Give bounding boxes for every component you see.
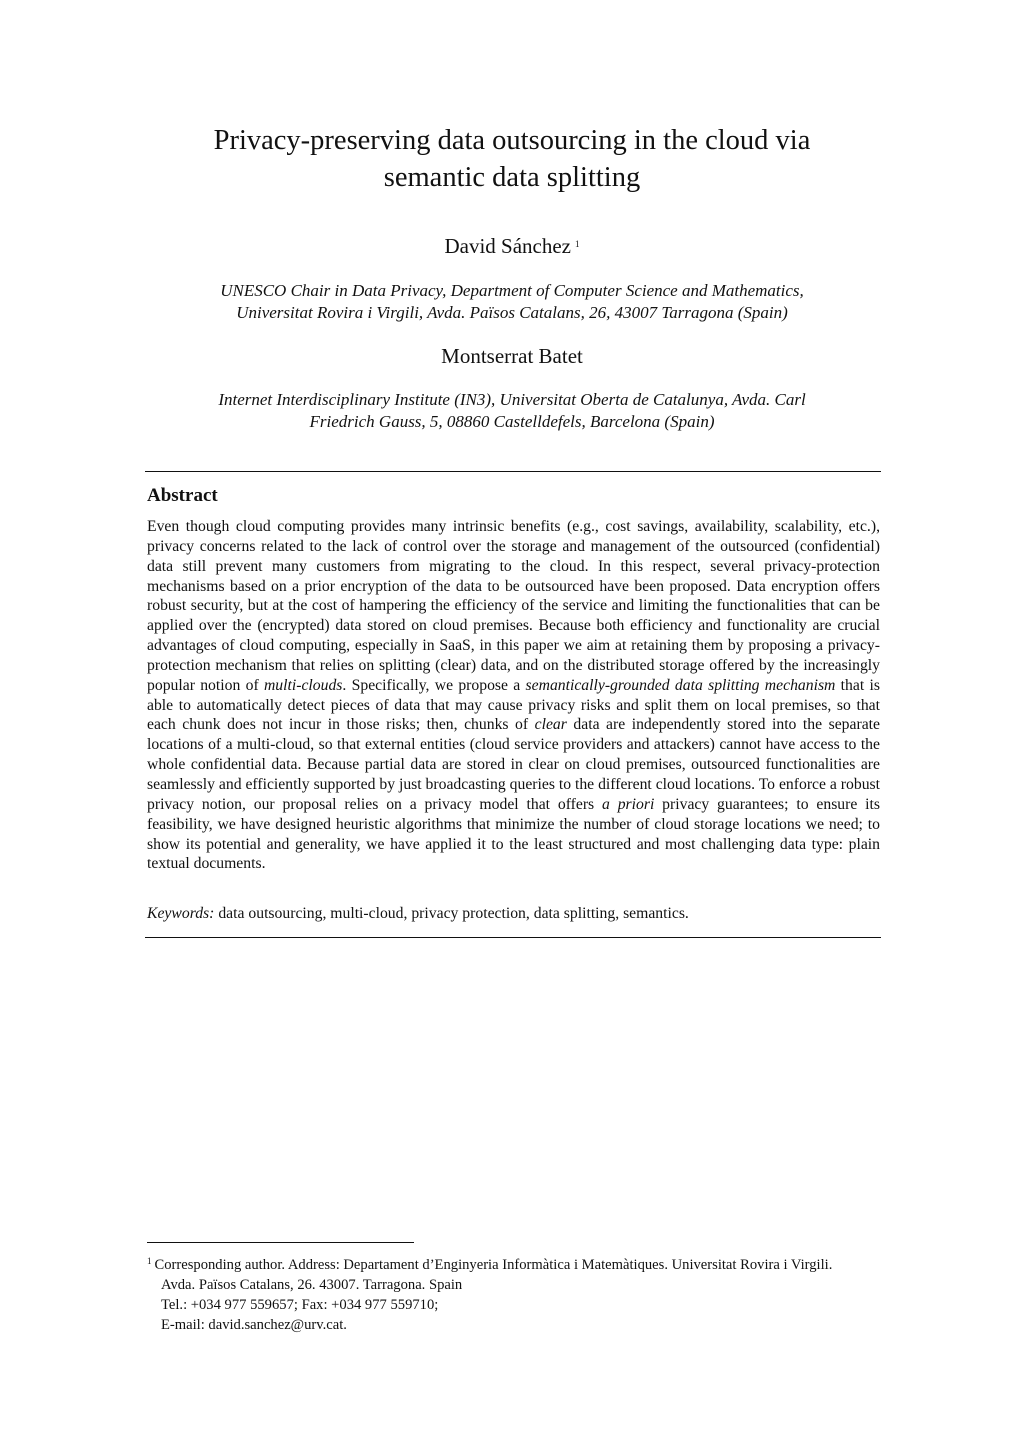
abstract-segment: Even though cloud computing provides many intrinsic benefits (e.g., cost savings, availability, scalability, etc.), privacy concerns related to the lack of control over the storage and management of the outsourced (confidential) data still prevent many customers from migrating to the cloud. In this respect, several privacy-protection mechanisms based on a prior encryption of the data to be outsourced have been proposed. Data encryption offers robust security, but at the cost of hampering the efficiency of the service and limiting the functionalities that can be applied over the (encrypted) data stored on cloud premises. Because both efficiency and functionality are crucial advantages of cloud computing, especially in SaaS, in this paper we aim at retaining them by proposing a privacy-protection mechanism that relies on splitting (clear) data, and on the distributed storage offered by the increasingly popular notion of	[147, 518, 880, 694]
paper-title	[0, 122, 1024, 196]
affiliation-line: UNESCO Chair in Data Privacy, Department of Computer Science and Mathematics,	[220, 281, 804, 300]
abstract-emphasis: clear	[534, 716, 567, 734]
footnote	[147, 1251, 887, 1335]
affiliation-line: Friedrich Gauss, 5, 08860 Castelldefels, Barcelona (Spain)	[309, 412, 715, 431]
abstract-segment: data are independently stored into the separate locations of a multi-cloud, so that external entities (cloud service providers and attackers) cannot have access to the whole confidential data. Because partial data are stored in clear on cloud premises, outsourced functionalities are seamlessly and efficiently supported by just broadcasting queries to the different cloud locations. To enforce a robust privacy notion, our proposal relies on a privacy model that offers	[147, 716, 880, 813]
abstract-emphasis: semantically-grounded data splitting mechanism	[525, 676, 836, 694]
footnote-mark: 1	[147, 1256, 152, 1266]
title-line: Privacy-preserving data outsourcing in the cloud via	[213, 125, 811, 156]
abstract-heading: Abstract	[147, 485, 218, 506]
author-name: Montserrat Batet	[441, 344, 583, 368]
abstract-segment: privacy guarantees; to ensure its feasibility, we have designed heuristic algorithms that minimize the number of cloud storage locations we need; to show its potential and generality, we have applied it to the least structured and most challenging data type: plain textual documents.	[147, 795, 881, 873]
abstract-emphasis: multi-clouds	[263, 676, 343, 694]
author-name	[0, 234, 1024, 259]
author-affiliation	[0, 389, 1024, 433]
footnote-line: Avda. Països Catalans, 26. 43007. Tarragona. Spain	[161, 1277, 463, 1293]
abstract-emphasis: a priori	[602, 795, 655, 813]
affiliation-line: Universitat Rovira i Virgili, Avda. Països Catalans, 26, 43007 Tarragona (Spain)	[236, 303, 788, 322]
keywords-label: Keywords:	[147, 905, 215, 922]
footnote-text: Corresponding author. Address: Departament d’Enginyeria Informàtica i Matemàtiques. Universitat Rovira i Virgili.	[154, 1257, 833, 1273]
author-affiliation	[0, 280, 1024, 324]
abstract-segment: that is able to automatically detect pieces of data that may cause privacy risks and split them on local premises, so that each chunk does not incur in those risks; then, chunks of	[147, 676, 880, 734]
footnote-line	[147, 1251, 887, 1275]
abstract-segment: . Specifically, we propose a	[342, 676, 526, 694]
keywords-list: data outsourcing, multi-cloud, privacy protection, data splitting, semantics.	[214, 905, 689, 922]
footnote-line: E-mail: david.sanchez@urv.cat.	[161, 1317, 347, 1333]
author-name-text: David Sánchez	[444, 234, 572, 258]
divider	[145, 937, 881, 938]
footnote-line: Tel.: +034 977 559657; Fax: +034 977 559710;	[161, 1297, 439, 1313]
divider	[145, 471, 881, 472]
affiliation-line: Internet Interdisciplinary Institute (IN3), Universitat Oberta de Catalunya, Avda. Carl	[218, 390, 806, 409]
title-line: semantic data splitting	[383, 162, 641, 193]
footnote-mark: 1	[575, 239, 580, 249]
keywords	[147, 905, 689, 923]
abstract-text	[147, 517, 880, 874]
footnote-divider	[147, 1242, 414, 1243]
